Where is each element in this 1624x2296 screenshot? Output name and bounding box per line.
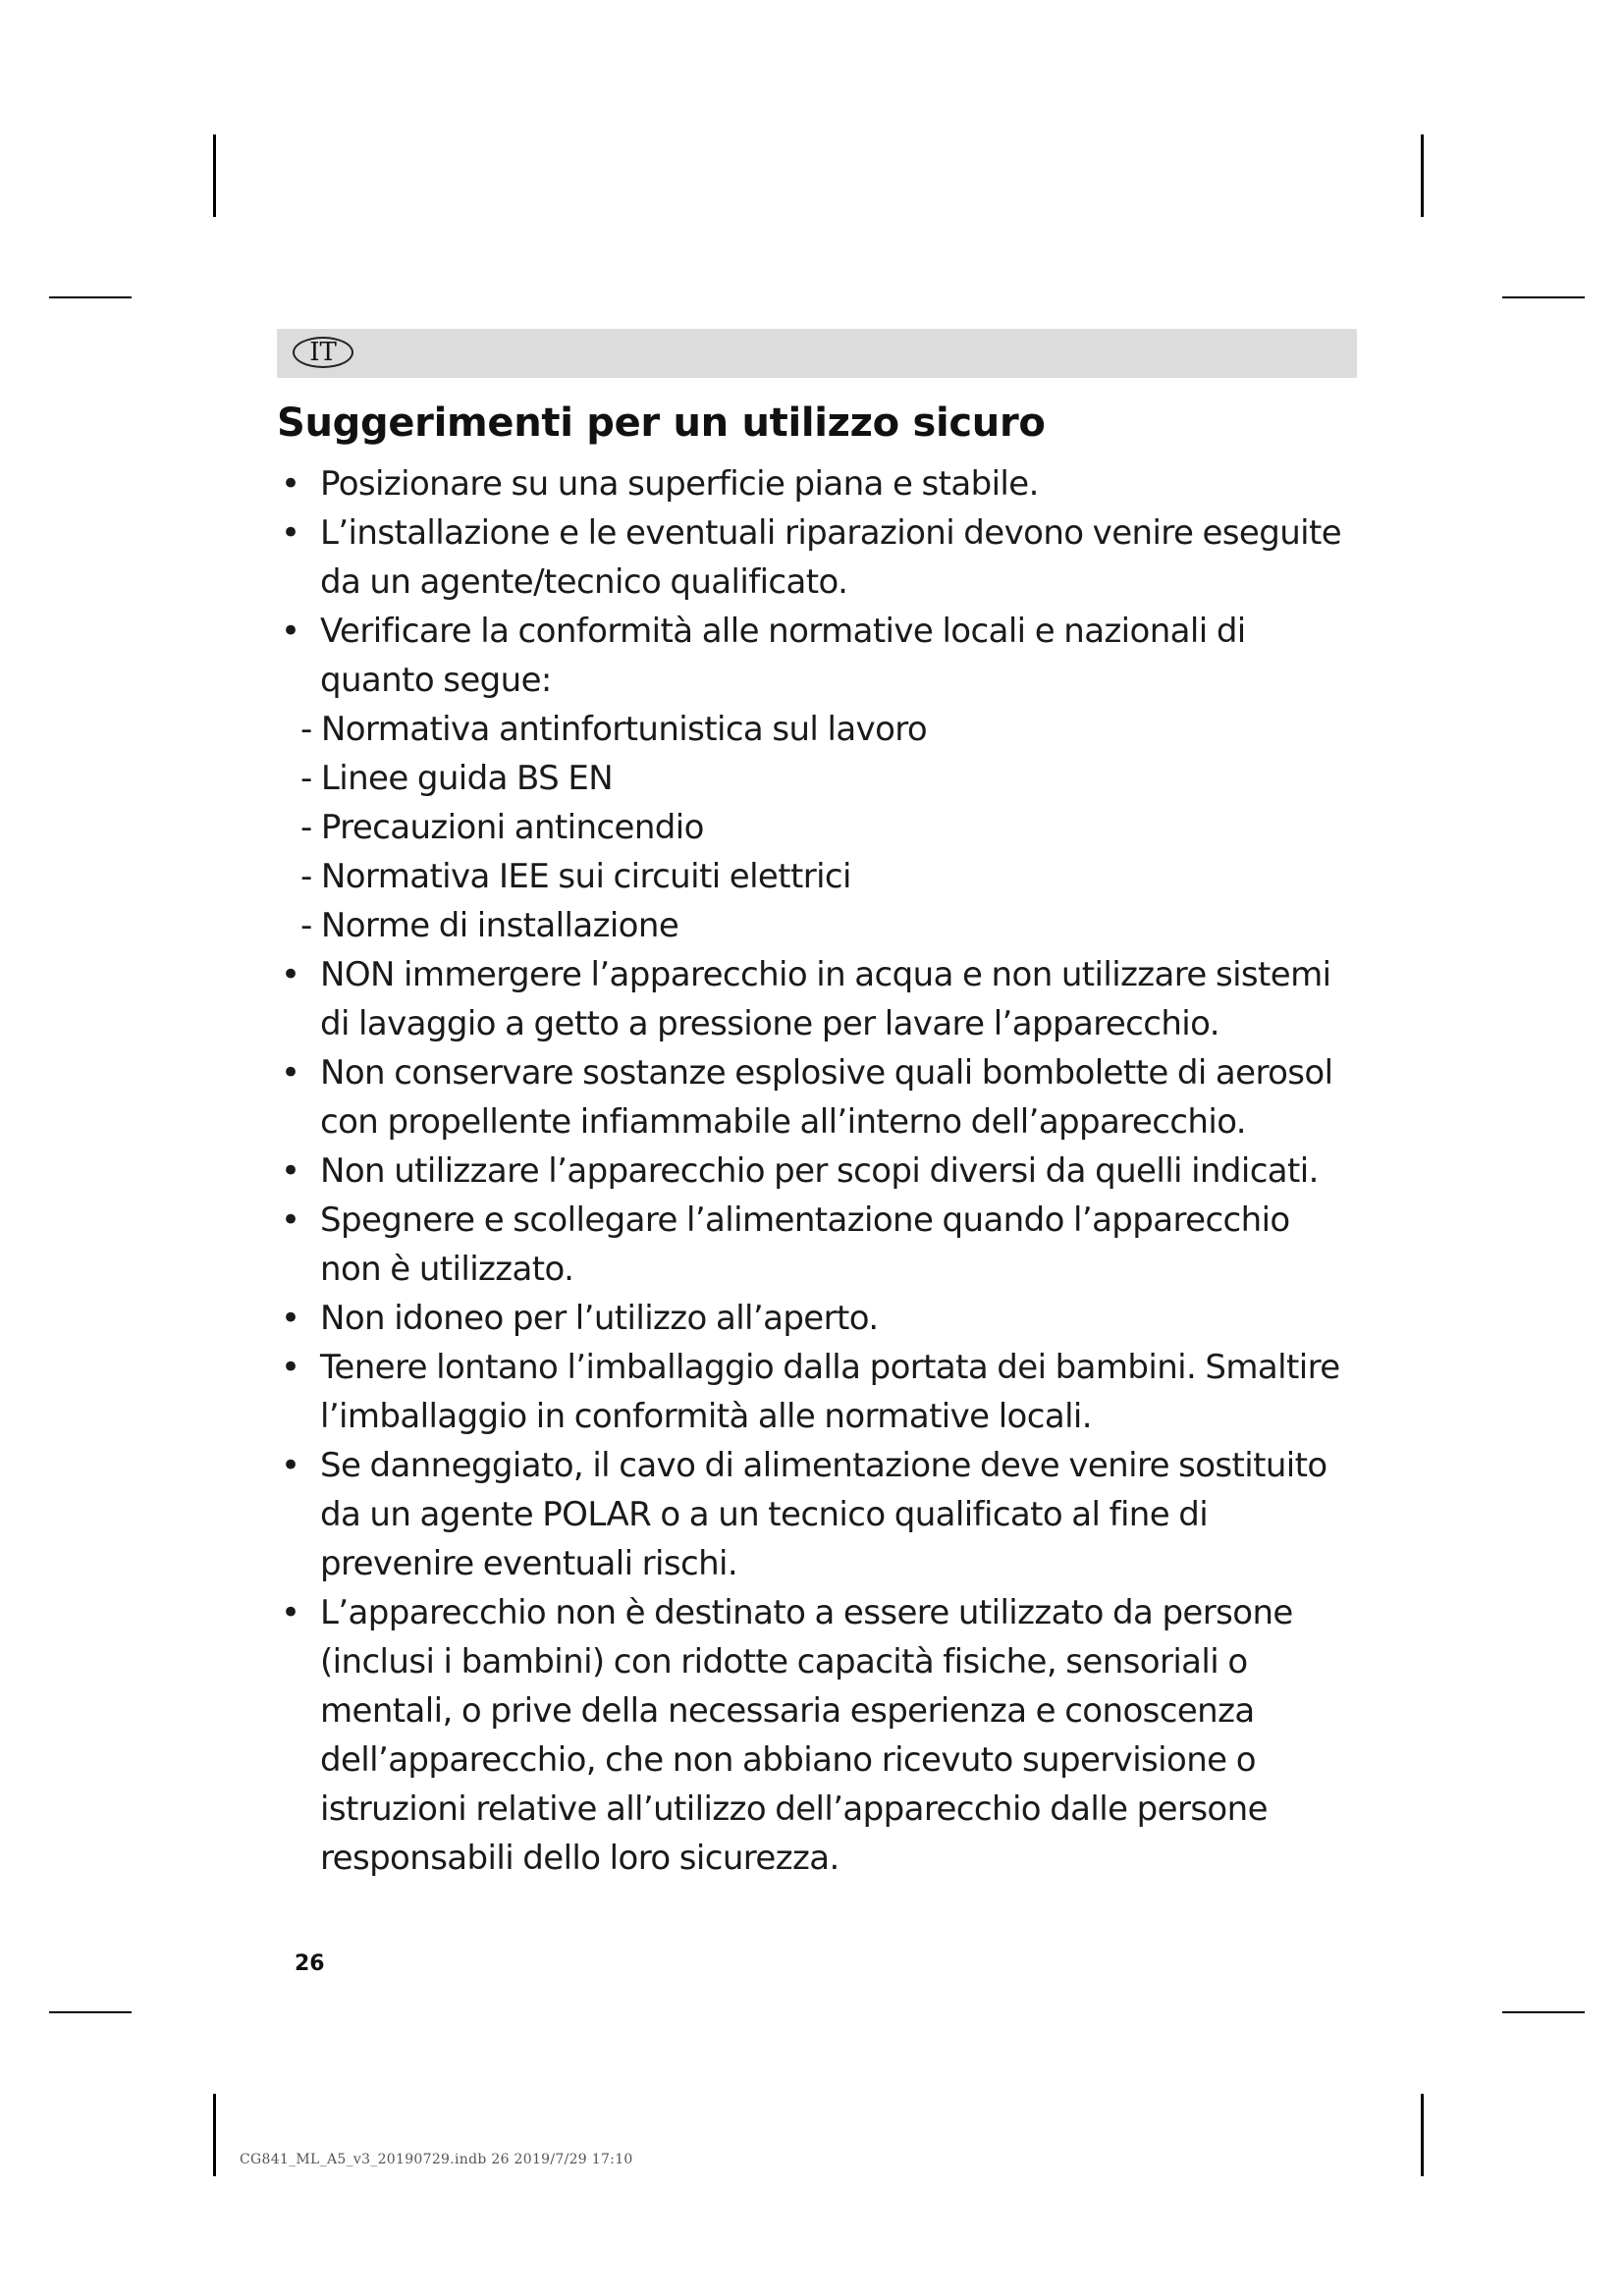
item-line: L’apparecchio non è destinato a essere utilizzato da persone [320, 1593, 1293, 1632]
sub-item [277, 852, 1377, 901]
sub-item [277, 901, 1377, 950]
item-line: dell’apparecchio, che non abbiano ricevuto supervisione o [320, 1740, 1256, 1780]
item-line: Se danneggiato, il cavo di alimentazione deve venire sostituito [320, 1446, 1327, 1485]
bullet-item [277, 1588, 1377, 1883]
item-line: da un agente POLAR o a un tecnico qualificato al fine di [320, 1495, 1209, 1534]
item-line: prevenire eventuali rischi. [320, 1544, 738, 1583]
sub-item [277, 754, 1377, 803]
bullet-item [277, 1343, 1377, 1441]
item-line: di lavaggio a getto a pressione per lavare l’apparecchio. [320, 1004, 1219, 1043]
item-line: Verificare la conformità alle normative locali e nazionali di [320, 612, 1246, 651]
bullet-icon: • [281, 1593, 300, 1632]
item-line: Tenere lontano l’imballaggio dalla portata dei bambini. Smaltire [320, 1348, 1340, 1387]
crop-mark-top-right [1421, 134, 1424, 217]
item-line: Non conservare sostanze esplosive quali bombolette di aerosol [320, 1053, 1333, 1093]
bullet-icon: • [281, 955, 300, 994]
item-line: istruzioni relative all’utilizzo dell’apparecchio dalle persone [320, 1789, 1268, 1829]
safety-section [277, 395, 1377, 1883]
item-line: - Normativa antinfortunistica sul lavoro [300, 710, 928, 749]
crop-mark-bottom-right [1421, 2094, 1424, 2176]
item-line: - Norme di installazione [300, 906, 679, 945]
item-line: - Normativa IEE sui circuiti elettrici [300, 857, 851, 896]
bullet-item [277, 1048, 1377, 1147]
item-line: responsabili dello loro sicurezza. [320, 1839, 839, 1878]
bullet-icon: • [281, 1151, 300, 1191]
bullet-icon: • [281, 1299, 300, 1338]
bullet-item [277, 508, 1377, 607]
item-line: mentali, o prive della necessaria esperienza e conoscenza [320, 1691, 1255, 1731]
item-line: da un agente/tecnico qualificato. [320, 562, 848, 602]
item-line: l’imballaggio in conformità alle normative locali. [320, 1397, 1092, 1436]
item-line: Spegnere e scollegare l’alimentazione quando l’apparecchio [320, 1201, 1290, 1240]
section-heading: Suggerimenti per un utilizzo sicuro [277, 400, 1046, 446]
item-line: (inclusi i bambini) con ridotte capacità fisiche, sensoriali o [320, 1642, 1248, 1682]
safety-list [277, 459, 1377, 1883]
crop-mark-left-upper [49, 296, 132, 298]
crop-mark-top-left [213, 134, 216, 217]
bullet-icon: • [281, 1348, 300, 1387]
language-badge: IT [293, 337, 353, 368]
item-line: Posizionare su una superficie piana e stabile. [320, 464, 1039, 504]
bullet-item [277, 1441, 1377, 1588]
bullet-icon: • [281, 1053, 300, 1093]
bullet-icon: • [281, 1446, 300, 1485]
crop-mark-bottom-left [213, 2094, 216, 2176]
item-line: NON immergere l’apparecchio in acqua e non utilizzare sistemi [320, 955, 1331, 994]
item-line: - Precauzioni antincendio [300, 808, 704, 847]
bullet-icon: • [281, 1201, 300, 1240]
crop-mark-right-upper [1502, 296, 1585, 298]
item-line: non è utilizzato. [320, 1250, 574, 1289]
bullet-item [277, 1196, 1377, 1294]
crop-mark-right-lower [1502, 2011, 1585, 2013]
language-band [277, 329, 1357, 378]
file-info: CG841_ML_A5_v3_20190729.indb 26 2019/7/29 17:10 [240, 2152, 633, 2167]
crop-mark-left-lower [49, 2011, 132, 2013]
sub-item [277, 803, 1377, 852]
bullet-icon: • [281, 464, 300, 504]
bullet-item [277, 607, 1377, 705]
bullet-item [277, 1294, 1377, 1343]
item-line: - Linee guida BS EN [300, 759, 614, 798]
item-line: con propellente infiammabile all’interno dell’apparecchio. [320, 1102, 1247, 1142]
bullet-item [277, 459, 1377, 508]
bullet-item [277, 1147, 1377, 1196]
item-line: Non utilizzare l’apparecchio per scopi diversi da quelli indicati. [320, 1151, 1319, 1191]
bullet-icon: • [281, 513, 300, 553]
item-line: Non idoneo per l’utilizzo all’aperto. [320, 1299, 879, 1338]
sub-item [277, 705, 1377, 754]
item-line: L’installazione e le eventuali riparazioni devono venire eseguite [320, 513, 1342, 553]
bullet-icon: • [281, 612, 300, 651]
bullet-item [277, 950, 1377, 1048]
page-number: 26 [295, 1951, 325, 1976]
item-line: quanto segue: [320, 661, 552, 700]
